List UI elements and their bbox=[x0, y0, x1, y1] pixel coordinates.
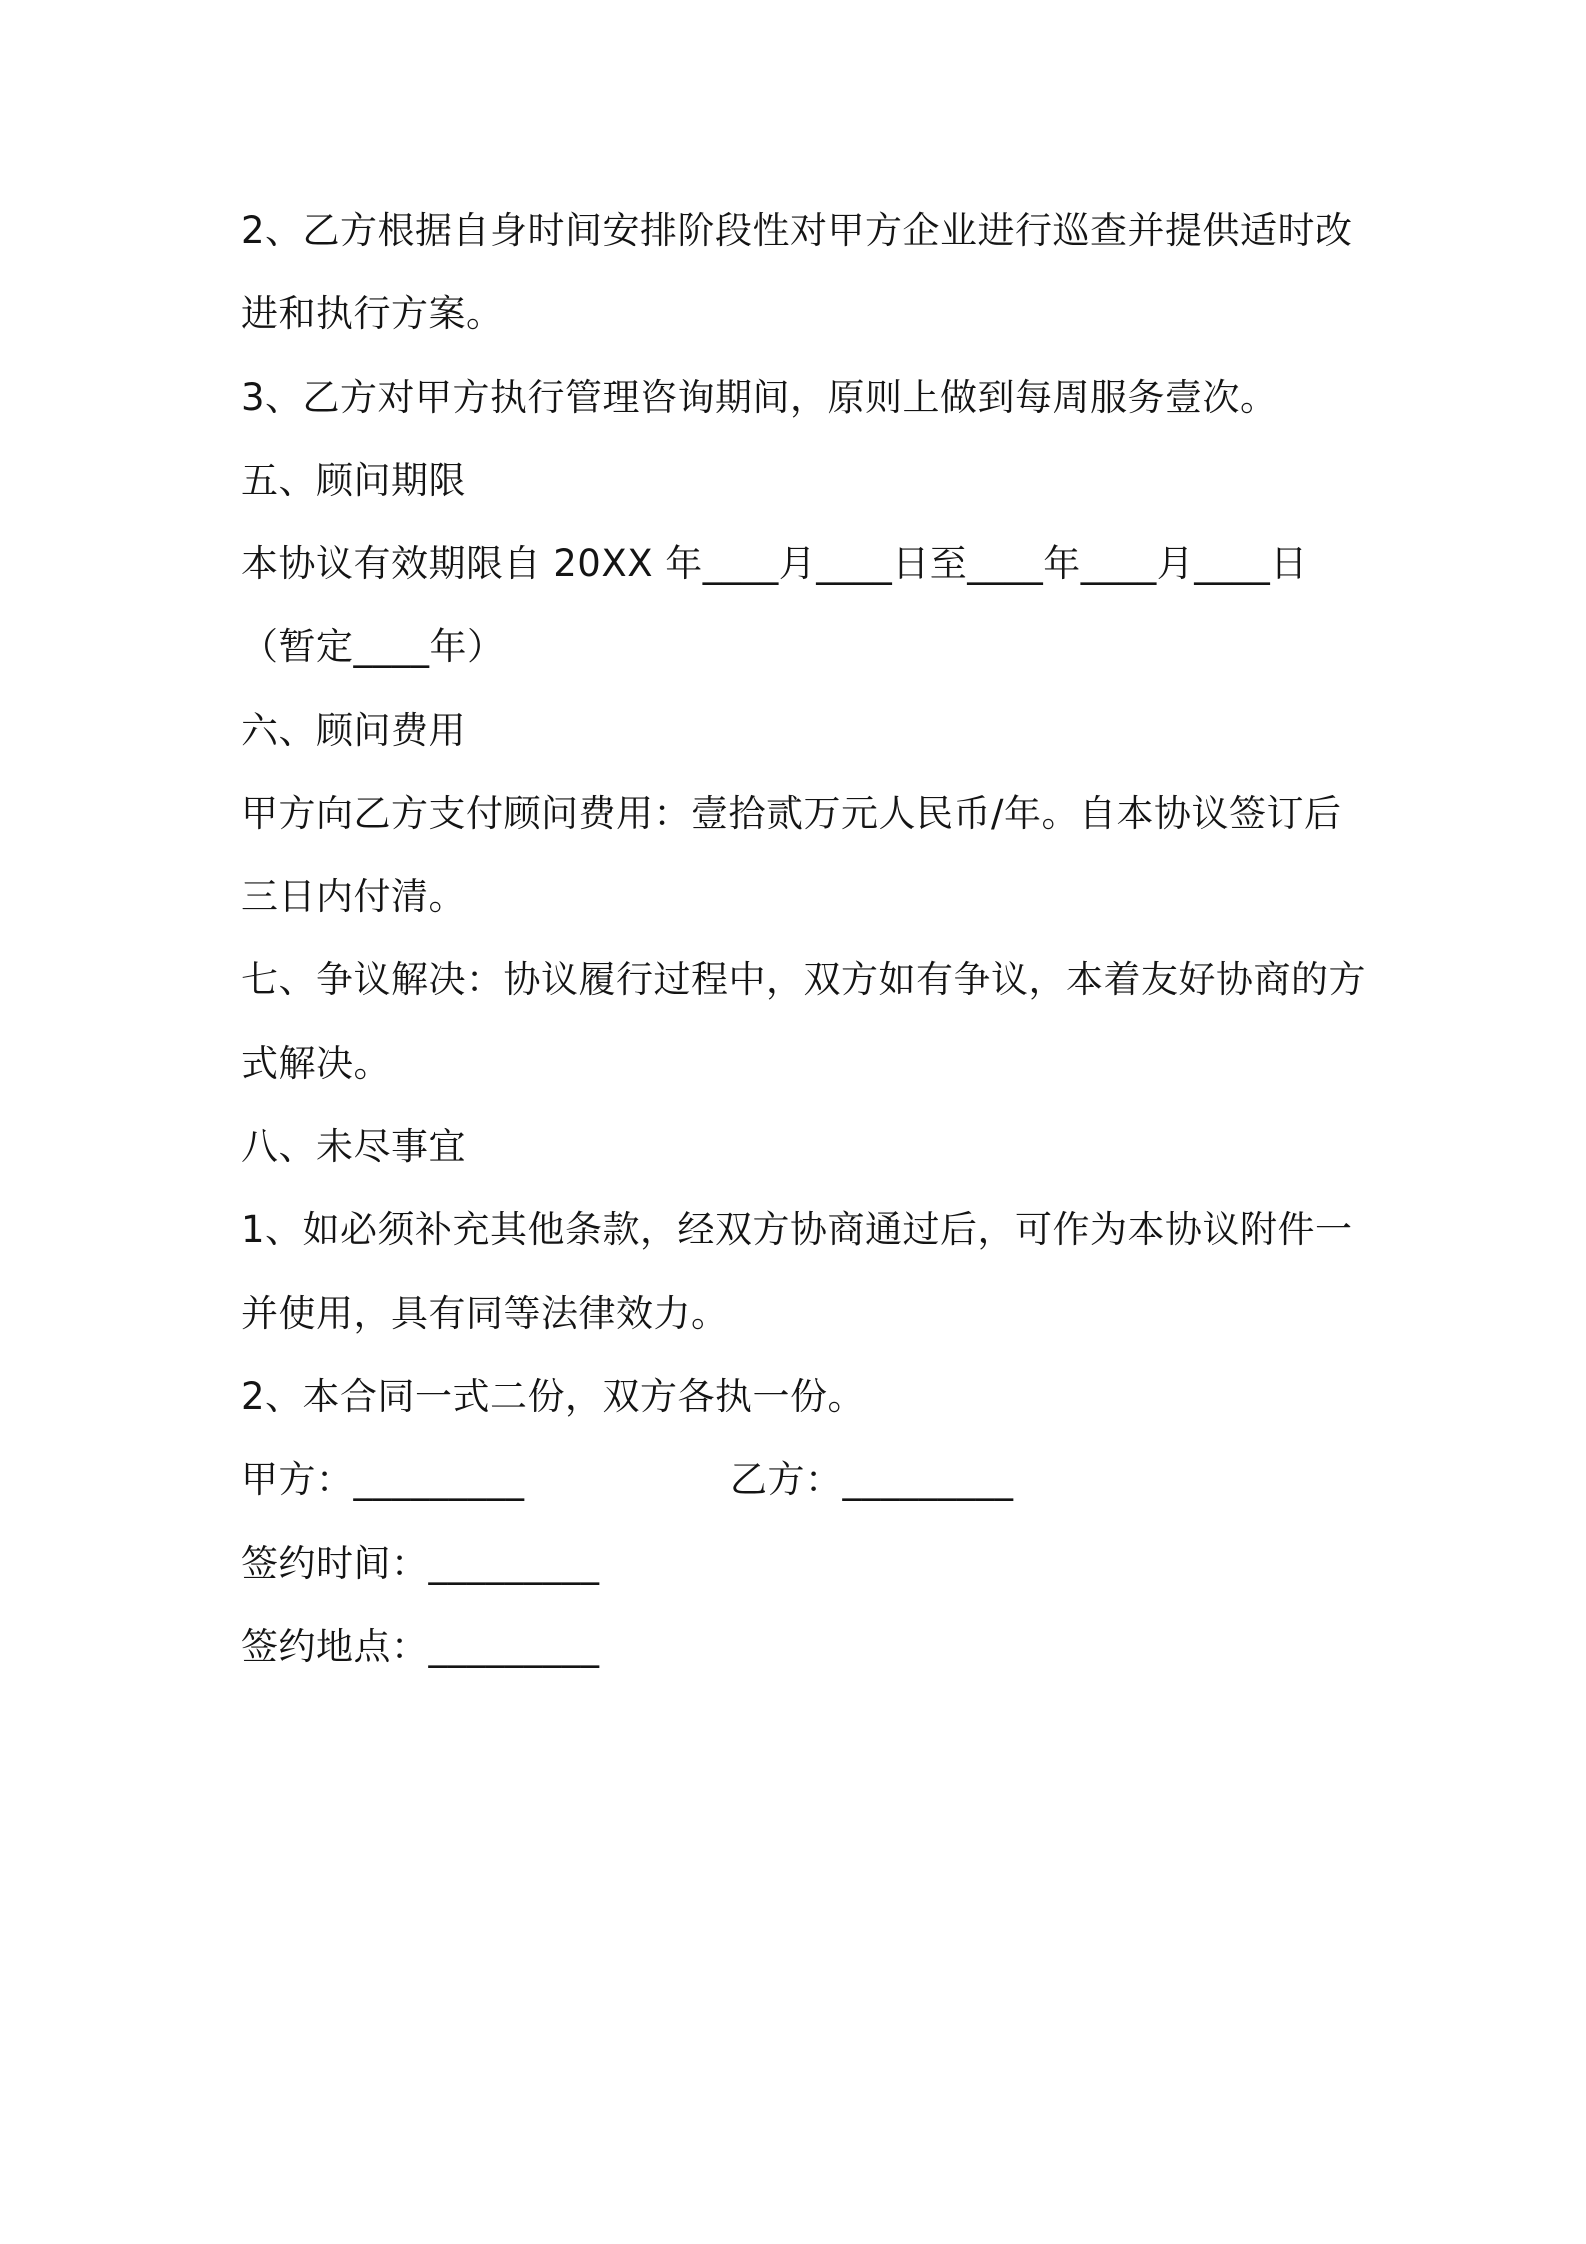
sign-place-field: 签约地点：_________ bbox=[241, 1625, 600, 1668]
sign-time-field: 签约时间：_________ bbox=[241, 1542, 600, 1585]
fee-line-2: 三日内付清。 bbox=[241, 875, 466, 918]
clause-3: 3、乙方对甲方执行管理咨询期间，原则上做到每周服务壹次。 bbox=[241, 376, 1278, 419]
clause-2-line-2: 进和执行方案。 bbox=[241, 292, 504, 335]
section-heading-misc: 八、未尽事宜 bbox=[241, 1125, 466, 1168]
section-heading-fee: 六、顾问费用 bbox=[241, 709, 466, 752]
clause-2-line-1: 2、乙方根据自身时间安排阶段性对甲方企业进行巡查并提供适时改 bbox=[241, 209, 1353, 252]
misc-clause-1-line-1: 1、如必须补充其他条款，经双方协商通过后，可作为本协议附件一 bbox=[241, 1208, 1353, 1251]
misc-clause-1-line-2: 并使用，具有同等法律效力。 bbox=[241, 1292, 729, 1335]
dispute-line-2: 式解决。 bbox=[241, 1042, 391, 1085]
misc-clause-2: 2、本合同一式二份，双方各执一份。 bbox=[241, 1375, 866, 1418]
fee-line-1: 甲方向乙方支付顾问费用：壹拾贰万元人民币/年。自本协议签订后 bbox=[241, 792, 1342, 835]
party-b-signature: 乙方：_________ bbox=[730, 1458, 1014, 1501]
party-a-signature: 甲方：_________ bbox=[241, 1458, 525, 1501]
dispute-line-1: 七、争议解决：协议履行过程中，双方如有争议，本着友好协商的方 bbox=[241, 958, 1366, 1001]
term-line-1: 本协议有效期限自 20XX 年____月____日至____年____月____日 bbox=[241, 542, 1308, 585]
term-line-2: （暂定____年） bbox=[241, 625, 505, 668]
section-heading-term: 五、顾问期限 bbox=[241, 459, 466, 502]
